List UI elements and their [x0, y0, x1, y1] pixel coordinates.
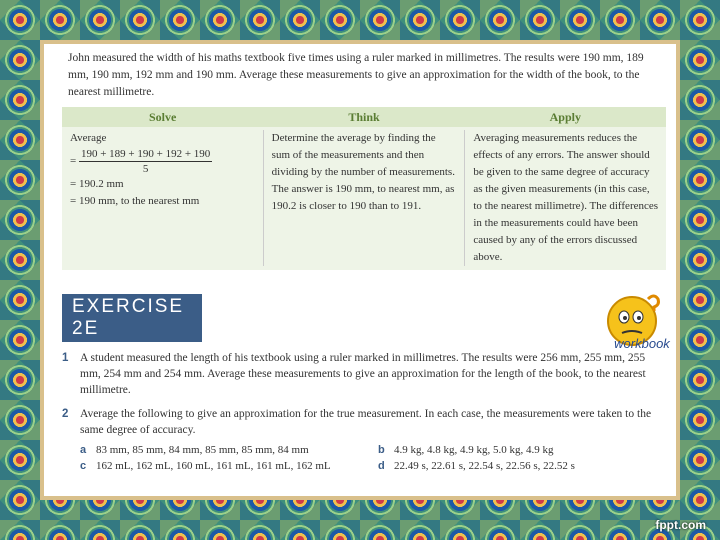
apply-column: Averaging measurements reduces the effects of any errors. The answer should be given to the same degree of accuracy as the given measurements (in this case, to the nearest millimetre). The differences in the measurements could have been caused by any of the errors discussed above.: [464, 130, 666, 266]
part-a: [80, 442, 368, 458]
brand-label: fppt.com: [655, 518, 706, 532]
part-b: [378, 442, 666, 458]
question-text: Average the following to give an approximation for the true measurement. In each case, the measurements were taken to the same degree of accuracy.: [80, 408, 652, 436]
page: [40, 40, 680, 500]
solve-line-4: = 190 mm, to the nearest mm: [70, 195, 200, 207]
part-d: [378, 458, 666, 474]
part-letter: b: [378, 444, 385, 456]
question-1: [62, 350, 666, 398]
solve-line-3: = 190.2 mm: [70, 178, 124, 190]
part-text: 22.49 s, 22.61 s, 22.54 s, 22.56 s, 22.52 s: [394, 460, 575, 472]
header-think: Think: [348, 110, 380, 124]
workbook-label: workbook: [614, 336, 670, 351]
fraction-numerator: 190 + 189 + 190 + 192 + 190: [80, 148, 211, 160]
question-text: A student measured the length of his textbook using a ruler marked in millimetres. The results were 256 mm, 255 mm, 255 mm, 254 mm and 254 mm. Average these measurements to give an approximation for the length of the book, to the nearest millimetre.: [80, 352, 646, 396]
header-solve: Solve: [148, 110, 177, 124]
part-letter: a: [80, 444, 87, 456]
part-text: 83 mm, 85 mm, 84 mm, 85 mm, 85 mm, 84 mm: [96, 444, 309, 456]
content: [62, 44, 666, 474]
worked-example-question: John measured the width of his maths textbook five times using a ruler marked in millimetres. The results were 190 mm, 189 mm, 190 mm, 192 mm and 190 mm. Average these measurements to give an approximation for the width of the book, to the nearest millimetre.: [68, 52, 644, 98]
equals-sign: =: [70, 155, 77, 168]
question-2-parts: [62, 442, 666, 474]
question-2: [62, 406, 666, 438]
fraction-denominator: 5: [142, 163, 149, 175]
table-header: [62, 107, 666, 127]
part-text: 4.9 kg, 4.8 kg, 4.9 kg, 5.0 kg, 4.9 kg: [394, 444, 554, 456]
exercise-title: EXERCISE 2E: [62, 294, 202, 342]
part-letter: d: [378, 460, 385, 472]
fraction: [79, 147, 212, 176]
solve-column: [62, 130, 263, 266]
solve-line-2: [70, 147, 255, 176]
header-apply: Apply: [549, 110, 581, 124]
part-text: 162 mL, 162 mL, 160 mL, 161 mL, 161 mL, 162 mL: [96, 460, 331, 472]
part-letter: c: [80, 460, 87, 472]
part-c: [80, 458, 368, 474]
question-number: 1: [62, 352, 69, 364]
think-column: Determine the average by finding the sum of the measurements and then dividing by the number of measurements. The answer is 190 mm, to nearest mm, as 190.2 is closer to 190 than to 191.: [263, 130, 465, 266]
exercise-header: [62, 294, 666, 342]
solve-line-1: Average: [70, 132, 107, 144]
question-number: 2: [62, 408, 69, 420]
worked-example-table: [62, 107, 666, 270]
